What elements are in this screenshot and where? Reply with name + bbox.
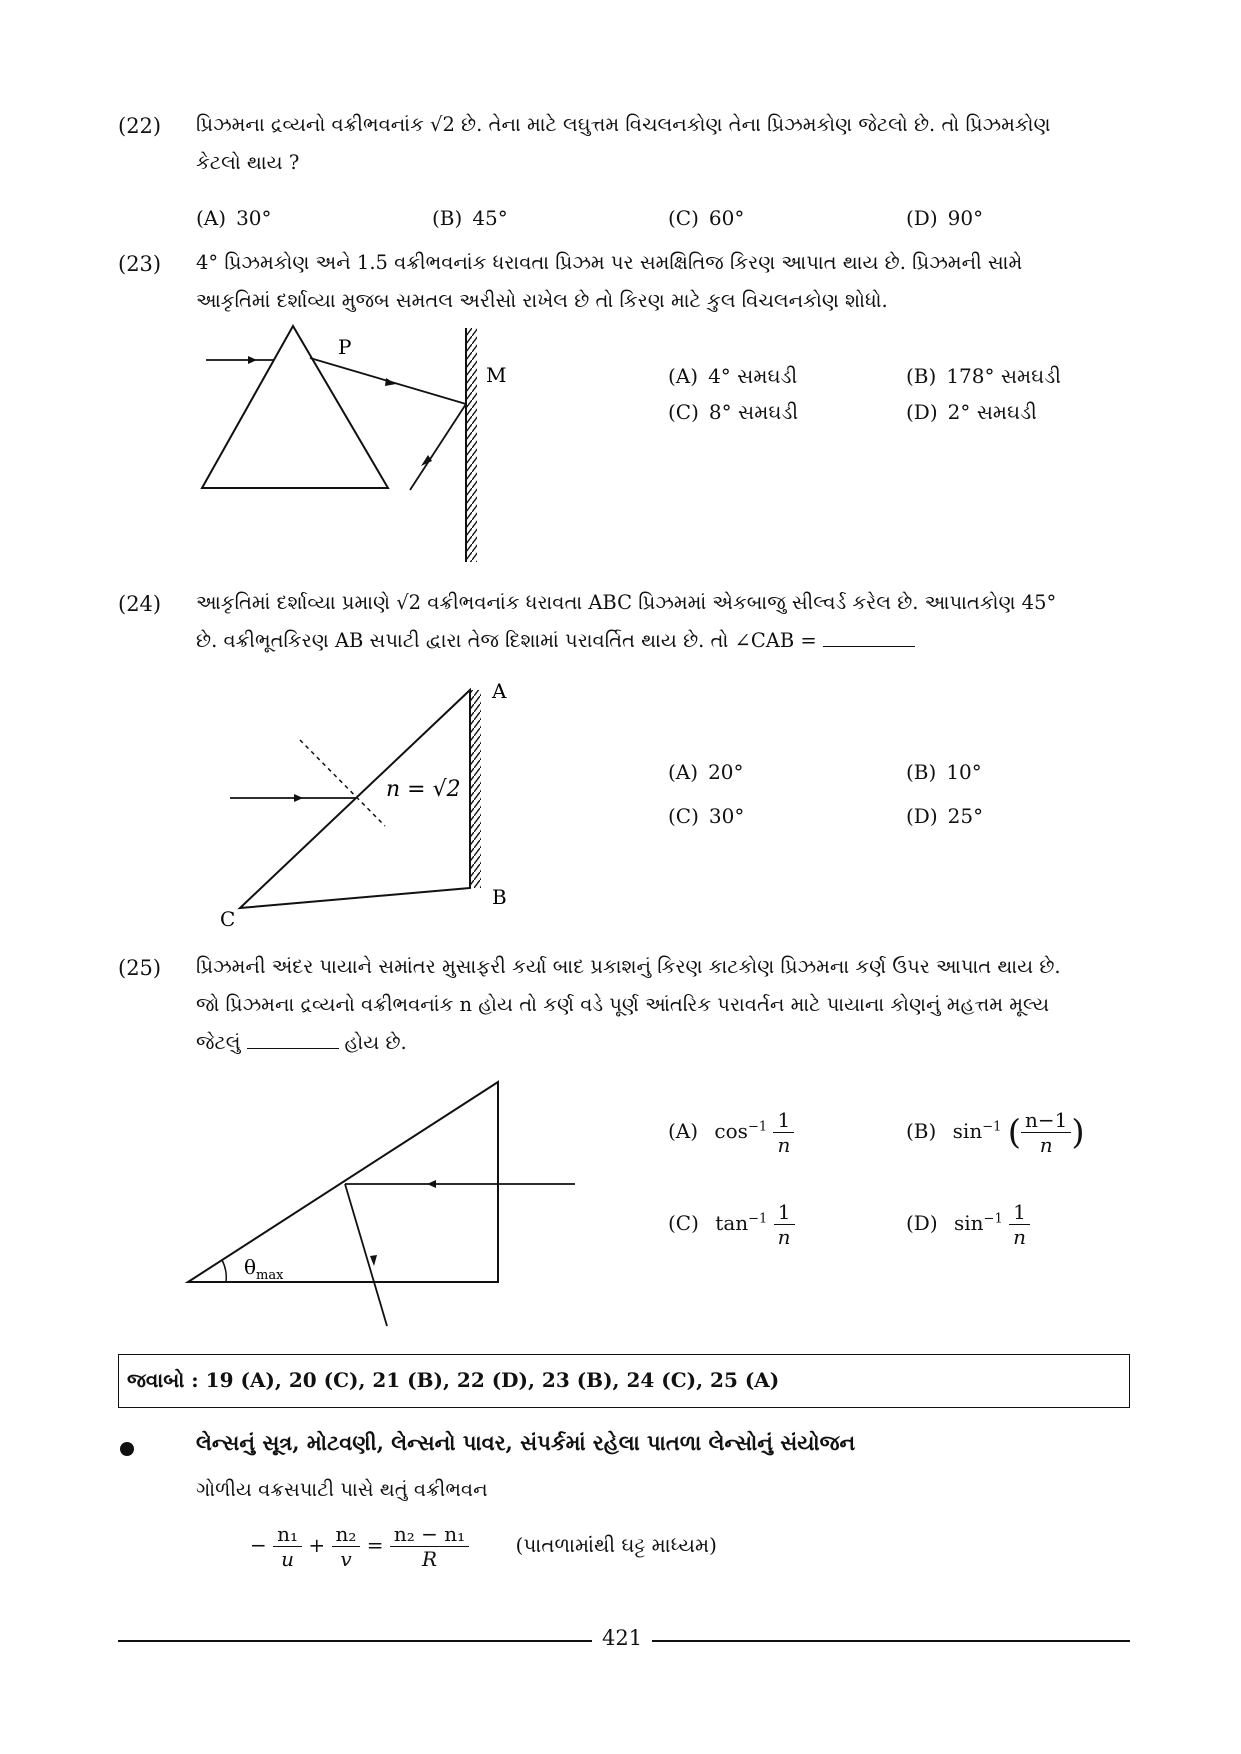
label-m: M xyxy=(486,363,507,387)
option-22-b: (B) 45° xyxy=(432,206,508,230)
question-text-25-line1: પ્રિઝમની અંદર પાયાને સમાંતર મુસાફરી કર્યા બાદ પ્રકાશનું કિરણ કાટકોણ પ્રિઝમના કર્ણ ઉપર આપાત થાય છે. xyxy=(196,955,1061,978)
option-22-a: (A) 30° xyxy=(196,206,272,230)
section-title: લેન્સનું સૂત્ર, મોટવણી, લેન્સનો પાવર, સંપર્કમાં રહેલા પાતળા લેન્સોનું સંયોજન xyxy=(196,1430,856,1455)
ray-arrow xyxy=(248,356,257,364)
option-23-c: (C) 8° સમઘડી xyxy=(668,400,799,424)
option-25-d: (D) $\sin^{-1}$ $\frac{1}{n}$ xyxy=(906,1200,1030,1249)
answer-key-box: જવાબો : 19 (A), 20 (C), 21 (B), 22 (D), 23 (B), 24 (C), 25 (A) xyxy=(118,1354,1130,1408)
option-22-d: (D) 90° xyxy=(906,206,984,230)
label-c: C xyxy=(220,907,236,930)
figure-25-right-prism xyxy=(180,1074,590,1336)
label-a: A xyxy=(492,680,507,703)
option-22-c: (C) 60° xyxy=(668,206,745,230)
question-text-24 xyxy=(196,584,1131,660)
label-refractive-index: n = √2 xyxy=(386,777,461,802)
formula-note: (પાતળામાંથી ઘટ્ટ માધ્યમ) xyxy=(515,1533,717,1557)
ray-arrow xyxy=(294,794,303,802)
question-text-24-line1: આકૃતિમાં દર્શાવ્યા પ્રમાણે √2 વક્રીભવનાંક ધરાવતા ABC પ્રિઝમમાં એકબાજુ સીલ્વર્ડ કરેલ છે. આપાતકોણ 45° xyxy=(196,591,1057,614)
figure-23-prism-mirror xyxy=(190,320,520,570)
option-23-a: (A) 4° સમઘડી xyxy=(668,364,798,388)
option-25-c: (C) $\tan^{-1}$ $\frac{1}{n}$ xyxy=(668,1200,795,1249)
option-24-c: (C) 30° xyxy=(668,804,745,828)
label-p: P xyxy=(338,335,352,359)
option-23-b: (B) 178° સમઘડી xyxy=(906,364,1061,388)
right-angle-prism xyxy=(188,1082,498,1282)
question-number-23: (23) xyxy=(118,252,162,276)
question-text-22 xyxy=(196,106,1131,182)
question-text-24-line2: છે. વક્રીભૂતકિરણ AB સપાટી દ્વારા તેજ દિશામાં પરાવર્તિત થાય છે. તો ∠CAB = xyxy=(196,622,1131,660)
refracted-ray xyxy=(345,1184,387,1326)
question-text-23 xyxy=(196,244,1131,320)
question-number-22: (22) xyxy=(118,114,162,138)
section-subtitle: ગોળીય વક્રસપાટી પાસે થતું વક્રીભવન xyxy=(196,1478,488,1501)
question-text-23-line2: આકૃતિમાં દર્શાવ્યા મુજબ સમતલ અરીસો રાખેલ છે તો કિરણ માટે કુલ વિચલનકોણ શોધો. xyxy=(196,289,888,312)
option-24-d: (D) 25° xyxy=(906,804,984,828)
silvered-face-hatching xyxy=(471,690,481,888)
label-b: B xyxy=(492,885,507,909)
question-number-25: (25) xyxy=(118,956,162,980)
angle-arc xyxy=(222,1260,226,1282)
option-25-a: (A) $\cos^{-1}$ $\frac{1}{n}$ xyxy=(668,1108,794,1157)
ray-arrow xyxy=(427,1180,436,1188)
question-text-22-line2: કેટલો થાય ? xyxy=(196,151,300,174)
question-text-25-line2: જો પ્રિઝમના દ્રવ્યનો વક્રીભવનાંક n હોય તો કર્ણ વડે પૂર્ણ આંતરિક પરાવર્તન માટે પાયાના કોણનું મહત્તમ મૂલ્ય xyxy=(196,993,1050,1016)
page-number: 421 xyxy=(602,1626,643,1650)
option-24-b: (B) 10° xyxy=(906,760,982,784)
prism-triangle xyxy=(202,326,388,488)
ray-arrow xyxy=(370,1255,377,1266)
option-23-d: (D) 2° સમઘડી xyxy=(906,400,1037,424)
question-text-22-line1: પ્રિઝમના દ્રવ્યનો વક્રીભવનાંક √2 છે. તેના માટે લઘુત્તમ વિચલનકોણ તેના પ્રિઝમકોણ જેટલો છે. તો પ્રિઝમકોણ xyxy=(196,113,1051,136)
answer-blank xyxy=(247,1047,339,1049)
refraction-formula: − $\frac{\text{n₁}}{u}$ + $\frac{\text{n₂}}{v}$ = $\frac{\text{n₂ − n₁}}{R}$ (પાતળામાંથી ઘટ્ટ માધ્યમ) xyxy=(250,1522,717,1571)
option-24-a: (A) 20° xyxy=(668,760,744,784)
footer-rule-left xyxy=(118,1640,592,1642)
answer-blank xyxy=(823,645,915,647)
figure-24-silvered-prism xyxy=(210,680,530,930)
bullet-icon xyxy=(120,1442,134,1456)
question-text-25 xyxy=(196,948,1131,1062)
reflected-ray xyxy=(410,404,466,490)
option-25-b: (B) $\sin^{-1}$ ( $\frac{n-1}{n}$ ) xyxy=(906,1108,1085,1157)
mirror-hatching xyxy=(467,328,477,562)
question-number-24: (24) xyxy=(118,592,162,616)
question-text-25-line3: જેટલું હોય છે. xyxy=(196,1031,407,1054)
footer-rule-right xyxy=(652,1640,1130,1642)
question-text-23-line1: 4° પ્રિઝમકોણ અને 1.5 વક્રીભવનાંક ધરાવતા પ્રિઝમ પર સમક્ષિતિજ કિરણ આપાત થાય છે. પ્રિઝમની સામે xyxy=(196,251,1023,274)
label-theta-max: $\theta_{max}$ xyxy=(244,1255,284,1283)
